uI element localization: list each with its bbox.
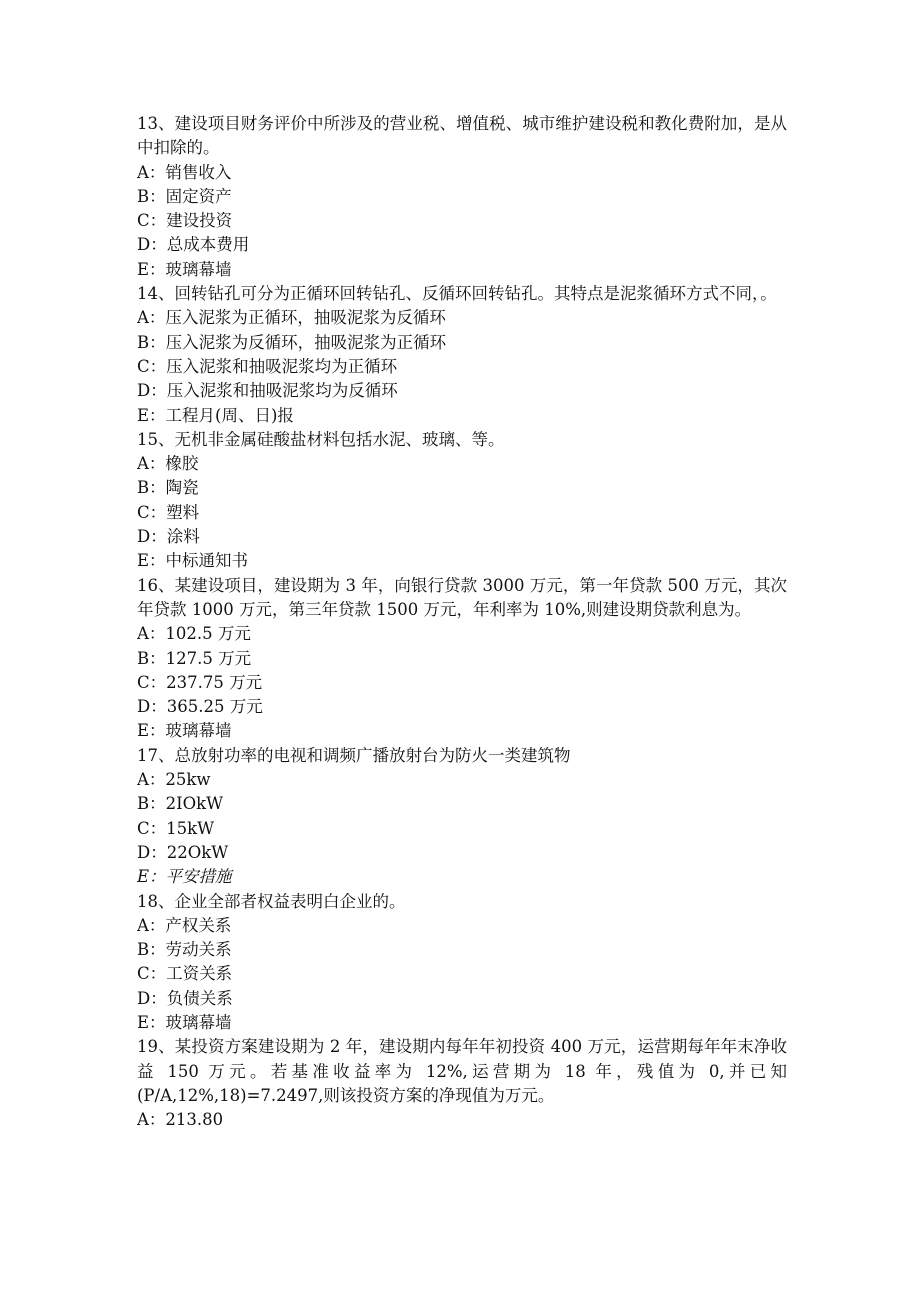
question-19-text: 19、某投资方案建设期为 2 年，建设期内每年年初投资 400 万元，运营期每年年末净收益 150 万元。若基准收益率为 12%,运营期为 18 年，残值为 0,并已知(P/A,12%,18)=7.2497,则该投资方案的净现值为万元。 xyxy=(137,1037,787,1105)
question-14-text: 14、回转钻孔可分为正循环回转钻孔、反循环回转钻孔。其特点是泥浆循环方式不同，。 xyxy=(137,284,777,304)
option-14-e: E：工程月(周、日)报 xyxy=(137,405,294,425)
option-18-c: C：工资关系 xyxy=(137,964,233,984)
option-15-b: B：陶瓷 xyxy=(137,478,199,498)
option-16-e: E：玻璃幕墙 xyxy=(137,721,232,741)
option-17-d: D：22OkW xyxy=(137,842,229,862)
option-14-b: B：压入泥浆为反循环，抽吸泥浆为正循环 xyxy=(137,332,447,352)
option-16-b: B：127.5 万元 xyxy=(137,648,252,668)
option-13-a: A：销售收入 xyxy=(137,162,232,182)
option-13-e: E：玻璃幕墙 xyxy=(137,259,232,279)
question-18-text: 18、企业全部者权益表明白企业的。 xyxy=(137,891,406,911)
option-14-a: A：压入泥浆为正循环，抽吸泥浆为反循环 xyxy=(137,308,446,328)
option-15-a: A：橡胶 xyxy=(137,454,199,474)
option-17-e: E：平安措施 xyxy=(137,867,232,887)
option-18-a: A：产权关系 xyxy=(137,915,232,935)
option-14-c: C：压入泥浆和抽吸泥浆均为正循环 xyxy=(137,356,398,376)
option-17-b: B：2IOkW xyxy=(137,794,224,814)
option-17-c: C：15kW xyxy=(137,818,215,838)
option-13-b: B：固定资产 xyxy=(137,186,232,206)
option-15-d: D：涂料 xyxy=(137,527,200,547)
option-16-c: C：237.75 万元 xyxy=(137,672,263,692)
option-18-b: B：劳动关系 xyxy=(137,940,232,960)
option-18-e: E：玻璃幕墙 xyxy=(137,1012,232,1032)
option-17-a: A：25kw xyxy=(137,770,211,790)
option-18-d: D：负债关系 xyxy=(137,988,233,1008)
option-13-c: C：建设投资 xyxy=(137,211,233,231)
question-list xyxy=(137,112,787,1132)
option-14-d: D：压入泥浆和抽吸泥浆均为反循环 xyxy=(137,381,398,401)
question-16-text: 16、某建设项目，建设期为 3 年，向银行贷款 3000 万元，第一年贷款 500 万元，其次年贷款 1000 万元，第三年贷款 1500 万元，年利率为 10%,则建设期贷款利息为。 xyxy=(137,575,787,619)
option-16-a: A：102.5 万元 xyxy=(137,624,251,644)
option-13-d: D：总成本费用 xyxy=(137,235,250,255)
question-13-text: 13、建设项目财务评价中所涉及的营业税、增值税、城市维护建设税和教化费附加，是从中扣除的。 xyxy=(137,114,787,158)
question-15-text: 15、无机非金属硅酸盐材料包括水泥、玻璃、等。 xyxy=(137,429,505,449)
option-19-a: A：213.80 xyxy=(137,1110,224,1130)
question-17-text: 17、总放射功率的电视和调频广播放射台为防火一类建筑物 xyxy=(137,745,571,765)
option-15-c: C：塑料 xyxy=(137,502,200,522)
option-15-e: E：中标通知书 xyxy=(137,551,249,571)
option-16-d: D：365.25 万元 xyxy=(137,697,263,717)
